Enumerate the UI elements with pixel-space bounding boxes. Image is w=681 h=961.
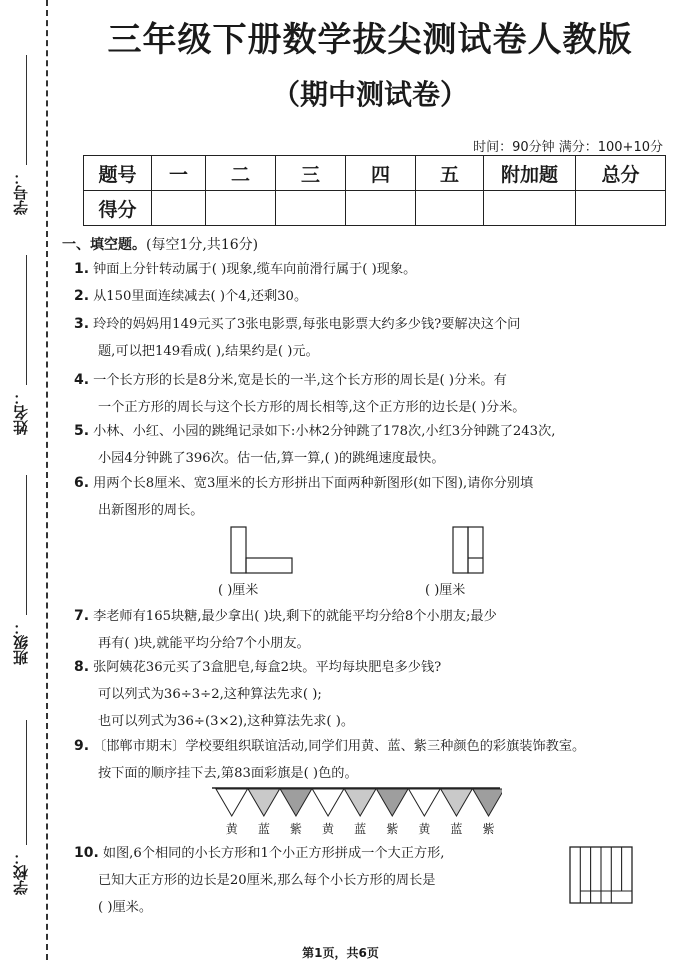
score-header-cell: 三 (276, 156, 346, 191)
flag-triangle (441, 789, 473, 816)
school-label: 学校： (12, 850, 30, 895)
question-9 (74, 733, 664, 787)
student-id-label: 学号： (12, 170, 30, 215)
q9-bunting (212, 786, 502, 820)
flag-label: 蓝 (450, 822, 463, 836)
score-header-cell: 二 (206, 156, 276, 191)
question-text: 如图,6个相同的小长方形和1个小正方形拼成一个大正方形, (102, 846, 445, 861)
class-line (26, 475, 27, 615)
flag-label: 黄 (225, 822, 238, 836)
question-5 (74, 418, 664, 472)
flag-label: 紫 (482, 822, 495, 836)
flag-label: 黄 (418, 822, 431, 836)
question-8 (74, 654, 664, 735)
flag-triangle (312, 789, 344, 816)
q6-caption-1: ( )厘米 (218, 583, 259, 598)
question-text: ( )厘米。 (98, 900, 153, 915)
score-header-cell: 五 (416, 156, 484, 191)
binding-dashed-line (46, 0, 48, 960)
question-6 (74, 470, 664, 524)
question-number: 3. (74, 316, 90, 332)
q6-rect-vertical (231, 527, 246, 573)
q6-rect-horizontal (246, 558, 292, 573)
flag-label: 蓝 (257, 822, 270, 836)
flag-triangle (280, 789, 312, 816)
question-text: 已知大正方形的边长是20厘米,那么每个小长方形的周长是 (98, 873, 436, 888)
question-text: 一个正方形的周长与这个长方形的周长相等,这个正方形的边长是( )分米。 (98, 400, 526, 415)
question-text: 按下面的顺序挂下去,第83面彩旗是( )色的。 (98, 766, 358, 781)
flag-triangle (409, 789, 441, 816)
question-4 (74, 367, 664, 421)
question-number: 4. (74, 372, 90, 388)
q6-figure-stacked (445, 526, 495, 576)
page-footer: 第1页，共6页 (302, 946, 379, 960)
section-title (62, 234, 258, 254)
question-text: 从150里面连续减去( )个4,还剩30。 (93, 289, 308, 304)
score-header-cell: 四 (346, 156, 416, 191)
question-number: 5. (74, 423, 90, 439)
flag-triangle (344, 789, 376, 816)
question-text: 可以列式为36÷3÷2,这种算法先求( ); (98, 687, 322, 702)
question-text: 玲玲的妈妈用149元买了3张电影票,每张电影票大约多少钱?要解决这个问 (93, 317, 521, 332)
name-label: 姓名： (12, 390, 30, 435)
class-label: 班级： (12, 620, 30, 665)
question-text: 也可以列式为36÷(3×2),这种算法先求( )。 (98, 714, 355, 729)
score-header-cell: 附加题 (484, 156, 576, 191)
score-input-cell[interactable] (206, 191, 276, 226)
flag-triangle (377, 789, 409, 816)
section-heading: 一、填空题。 (62, 237, 146, 253)
score-table-score-row (84, 191, 666, 226)
score-row-label: 得分 (84, 191, 152, 226)
flag-label: 黄 (322, 822, 335, 836)
flag-triangle (248, 789, 280, 816)
flag-label: 紫 (289, 822, 302, 836)
score-table-header-row (84, 156, 666, 191)
page-subtitle: （期中测试卷） (271, 78, 468, 111)
question-text: 〔邯郸市期末〕学校要组织联谊活动,同学们用黄、蓝、紫三种颜色的彩旗装饰教室。 (93, 739, 586, 754)
question-number: 7. (74, 608, 90, 624)
score-input-cell[interactable] (152, 191, 206, 226)
student-id-line (26, 55, 27, 165)
question-number: 1. (74, 261, 90, 277)
score-input-cell[interactable] (576, 191, 666, 226)
q6-figure-l-shape (225, 526, 300, 576)
score-input-cell[interactable] (416, 191, 484, 226)
score-table (83, 155, 666, 226)
score-header-cell: 一 (152, 156, 206, 191)
question-text: 小园4分钟跳了396次。估一估,算一算,( )的跳绳速度最快。 (98, 451, 445, 466)
q6-rect-vertical (468, 527, 483, 573)
flag-label: 蓝 (354, 822, 367, 836)
question-text: 出新图形的周长。 (98, 503, 204, 518)
question-text: 再有( )块,就能平均分给7个小朋友。 (98, 636, 310, 651)
exam-meta: 时间：90分钟 满分：100+10分 (473, 140, 663, 155)
score-input-cell[interactable] (346, 191, 416, 226)
question-text: 钟面上分针转动属于( )现象,缆车向前滑行属于( )现象。 (93, 262, 417, 277)
question-number: 6. (74, 475, 90, 491)
score-input-cell[interactable] (484, 191, 576, 226)
question-text: 张阿姨花36元买了3盒肥皂,每盒2块。平均每块肥皂多少钱? (93, 660, 442, 675)
q6-caption-2: ( )厘米 (425, 583, 466, 598)
name-line (26, 255, 27, 385)
question-text: 一个长方形的长是8分米,宽是长的一半,这个长方形的周长是( )分米。有 (93, 373, 507, 388)
question-text: 小林、小红、小园的跳绳记录如下:小林2分钟跳了178次,小红3分钟跳了243次, (93, 424, 556, 439)
question-number: 10. (74, 845, 99, 861)
question-text: 用两个长8厘米、宽3厘米的长方形拼出下面两种新图形(如下图),请你分别填 (93, 476, 534, 491)
flag-triangle (473, 789, 502, 816)
question-3 (74, 311, 664, 365)
q10-figure (568, 845, 636, 907)
question-text: 李老师有165块糖,最少拿出( )块,剩下的就能平均分给8个小朋友;最少 (93, 609, 497, 624)
score-header-cell: 总分 (576, 156, 666, 191)
question-number: 9. (74, 738, 90, 754)
section-note: (每空1分,共16分) (146, 237, 259, 253)
q6-rect-vertical (453, 527, 468, 573)
flag-label: 紫 (386, 822, 399, 836)
question-number: 2. (74, 288, 90, 304)
score-input-cell[interactable] (276, 191, 346, 226)
question-2 (74, 283, 664, 310)
flag-triangle (216, 789, 248, 816)
score-header-cell: 题号 (84, 156, 152, 191)
school-line (26, 720, 27, 845)
page-title: 三年级下册数学拔尖测试卷人教版 (107, 20, 633, 60)
question-text: 题,可以把149看成( ),结果约是( )元。 (98, 344, 319, 359)
question-number: 8. (74, 659, 90, 675)
question-7 (74, 603, 664, 657)
question-1 (74, 256, 664, 283)
